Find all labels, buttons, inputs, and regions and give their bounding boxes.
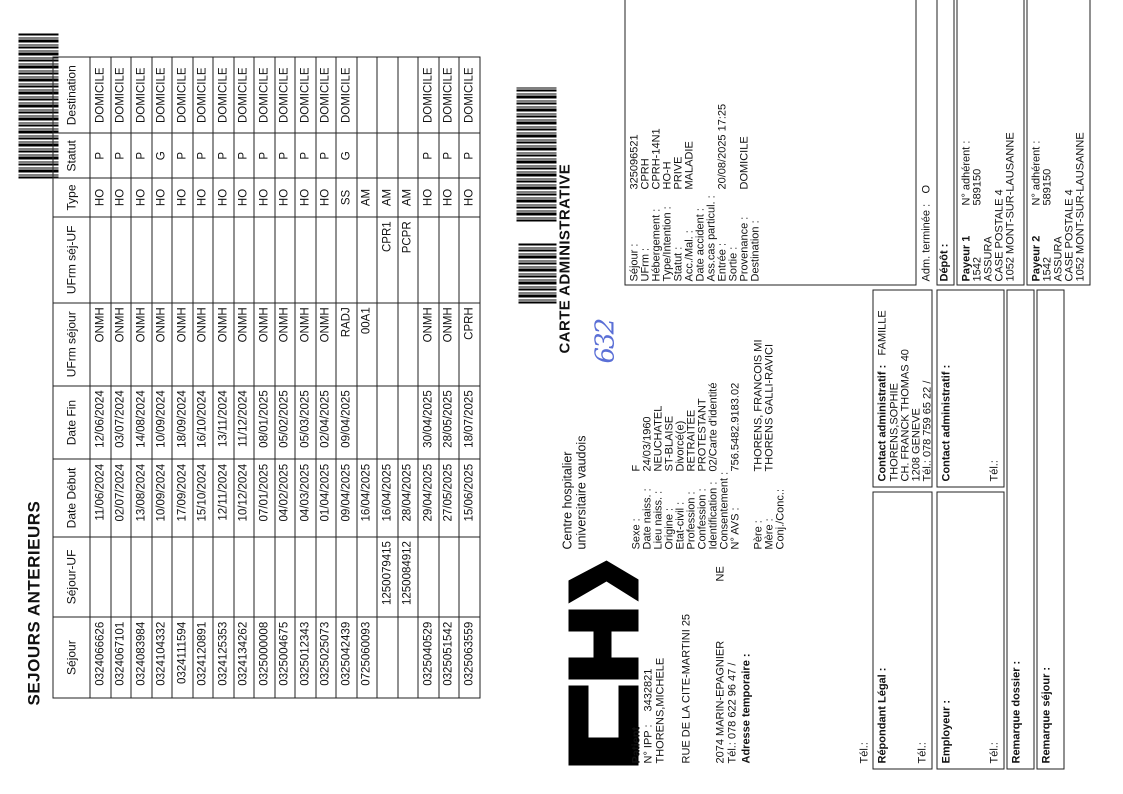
stay-value: 20/08/2025 17:25 (716, 103, 729, 190)
table-cell (459, 217, 480, 303)
table-row (316, 57, 337, 698)
identity-value: 756.5482.9183.02 (729, 382, 742, 472)
hospital-line1: Centre hospitalier (560, 451, 575, 550)
identity-label: Sexe : (630, 518, 643, 550)
identity-value: Divorcé(e) (674, 420, 687, 472)
table-cell: ONMH (172, 303, 193, 386)
table-cell: 10/09/2024 (152, 386, 173, 460)
stay-label: Hébergement : (650, 208, 663, 282)
payer1-addr1: CASE POSTALE 4 (993, 189, 1006, 282)
table-cell: DOMICILE (439, 57, 460, 133)
table-cell: DOMICILE (234, 57, 255, 133)
table-cell: 18/07/2025 (459, 386, 480, 460)
stay-label: Ass.cas particul. : (705, 195, 718, 282)
payer2-member-label: N° adhérent : (1030, 140, 1043, 206)
table-cell: G (152, 133, 173, 178)
patient-address-code: NE (714, 566, 727, 582)
payer2-addr1: CASE POSTALE 4 (1063, 189, 1076, 282)
barcode-card-2 (519, 244, 557, 304)
contact-label: Contact administratif : (876, 364, 889, 482)
table-row (295, 57, 316, 698)
table-cell: HO (111, 178, 132, 217)
contact-type: FAMILLE (876, 310, 889, 356)
table-cell (172, 537, 193, 618)
table-cell: HO (131, 178, 152, 217)
table-cell: 15/10/2024 (193, 459, 214, 536)
table-cell: DOMICILE (172, 57, 193, 133)
table-row (172, 57, 193, 698)
table-cell (152, 537, 173, 618)
table-cell: P (172, 133, 193, 178)
stay-label: Date accident : (694, 208, 707, 282)
stay-value: HO-H (661, 161, 674, 190)
table-cell: 05/02/2025 (275, 386, 296, 460)
table-cell: ONMH (439, 303, 460, 386)
table-cell: ONMH (152, 303, 173, 386)
stay-label: Statut : (672, 246, 685, 282)
table-row (459, 57, 480, 698)
table-cell: 0325004675 (275, 617, 296, 698)
table-cell: 02/07/2024 (111, 459, 132, 536)
table-cell: 04/02/2025 (275, 459, 296, 536)
identity-value: NEUCHATEL (652, 405, 665, 472)
column-header: UFrm séjour (53, 303, 90, 386)
table-cell: 0324104332 (152, 617, 173, 698)
table-cell (357, 217, 378, 303)
employer-contact-tel: Tél.: (988, 460, 1001, 482)
table-cell: ONMH (295, 303, 316, 386)
table-cell (377, 303, 398, 386)
table-cell: DOMICILE (152, 57, 173, 133)
table-cell: HO (439, 178, 460, 217)
table-cell (213, 217, 234, 303)
table-cell (418, 537, 439, 618)
table-cell (398, 617, 419, 698)
table-cell: 00A1 (357, 303, 378, 386)
table-cell: 08/01/2025 (254, 386, 275, 460)
table-row (254, 57, 275, 698)
table-cell: 17/09/2024 (172, 459, 193, 536)
payer2-code: 1542 (1041, 257, 1054, 282)
table-cell: 04/03/2025 (295, 459, 316, 536)
identity-label: Confession : (696, 488, 709, 550)
table-cell: 13/11/2024 (213, 386, 234, 460)
table-header-row (53, 57, 90, 698)
table-cell: P (316, 133, 337, 178)
identity-label: Lieu naiss. : (652, 490, 665, 550)
table-cell: DOMICILE (418, 57, 439, 133)
table-cell: HO (234, 178, 255, 217)
identity-label: Etat-civil : (674, 501, 687, 550)
remark-stay-label: Remarque séjour : (1040, 666, 1053, 764)
table-cell: 0725060093 (357, 617, 378, 698)
payer1-member: 589150 (971, 168, 984, 206)
table-cell: 16/10/2024 (193, 386, 214, 460)
table-cell: 0324083984 (131, 617, 152, 698)
table-row (418, 57, 439, 698)
payer2-name: ASSURA (1052, 236, 1065, 282)
table-row (90, 57, 111, 698)
table-cell: P (295, 133, 316, 178)
stay-value: MALADIE (683, 141, 696, 190)
parent-value: THORENS, FRANCOIS MI (752, 339, 765, 472)
table-cell: 27/05/2025 (439, 459, 460, 536)
table-cell: DOMICILE (111, 57, 132, 133)
table-cell: HO (275, 178, 296, 217)
table-cell (357, 537, 378, 618)
table-cell: HO (193, 178, 214, 217)
table-cell: 30/04/2025 (418, 386, 439, 460)
table-cell: P (275, 133, 296, 178)
table-cell (152, 217, 173, 303)
table-cell (398, 386, 419, 460)
table-cell (377, 617, 398, 698)
table-cell: DOMICILE (254, 57, 275, 133)
table-cell: DOMICILE (90, 57, 111, 133)
contact-name: THORENS,SOPHIE (888, 383, 901, 482)
patient-name: THORENS,MICHELE (654, 657, 667, 764)
table-cell: ONMH (275, 303, 296, 386)
identity-value: 24/03/1960 (641, 416, 654, 472)
stay-label: UFrm : (639, 247, 652, 282)
table-cell: DOMICILE (295, 57, 316, 133)
table-cell: DOMICILE (275, 57, 296, 133)
table-cell: DOMICILE (131, 57, 152, 133)
table-cell: 02/04/2025 (316, 386, 337, 460)
table-cell: G (336, 133, 357, 178)
hospital-name (561, 436, 589, 550)
table-cell: DOMICILE (213, 57, 234, 133)
parent-label: Conj./Conc.: (774, 488, 787, 550)
table-cell: P (234, 133, 255, 178)
identity-label: Consentement : (718, 471, 731, 550)
table-cell: 0324134262 (234, 617, 255, 698)
table-cell: 0324066626 (90, 617, 111, 698)
table-cell: HO (418, 178, 439, 217)
table-cell: 0324111594 (172, 617, 193, 698)
identity-value: ST-BLAISE (663, 415, 676, 472)
column-header: Date Fin (53, 386, 90, 460)
card-title: CARTE ADMINISTRATIVE (556, 163, 574, 354)
identity-value: F (630, 464, 643, 472)
adm-done-label: Adm. terminée : (920, 203, 933, 282)
employer-tel: Tél.: (988, 742, 1001, 764)
table-cell: HO (254, 178, 275, 217)
table-cell (193, 217, 214, 303)
table-cell (172, 217, 193, 303)
contact-tel: Tél.: 078 759 65 22 / (921, 380, 934, 482)
table-row (275, 57, 296, 698)
table-cell: 18/09/2024 (172, 386, 193, 460)
table-cell: ONMH (254, 303, 275, 386)
table-cell: 16/04/2025 (357, 459, 378, 536)
payer2-label: Payeur 2 (1030, 235, 1043, 282)
table-row (234, 57, 255, 698)
payer1-name: ASSURA (982, 236, 995, 282)
legal-tel: Tél.: (916, 742, 929, 764)
table-cell (111, 217, 132, 303)
table-cell: 0325051542 (439, 617, 460, 698)
patient-label: Patient (630, 726, 643, 764)
table-cell: HO (459, 178, 480, 217)
table-cell: 1250084912 (398, 537, 419, 618)
table-row (193, 57, 214, 698)
payer2-member: 589150 (1041, 168, 1054, 206)
table-cell: P (213, 133, 234, 178)
stay-value: DOMICILE (738, 136, 751, 190)
table-cell: HO (172, 178, 193, 217)
identity-label: Origine : (663, 507, 676, 550)
employer-contact-label: Contact administratif : (940, 364, 953, 482)
table-cell (295, 537, 316, 618)
table-cell (131, 217, 152, 303)
table-cell: P (193, 133, 214, 178)
table-cell: HO (152, 178, 173, 217)
table-cell: HO (213, 178, 234, 217)
table-cell: 01/04/2025 (316, 459, 337, 536)
table-cell: CPRH (459, 303, 480, 386)
table-cell (377, 386, 398, 460)
payer2-addr2: 1052 MONT-SUR-LAUSANNE (1074, 132, 1087, 282)
table-cell: P (90, 133, 111, 178)
ipp-value: 3432821 (642, 668, 655, 712)
contact-addr1: CH. FRANCK THOMAS 40 (899, 349, 912, 482)
table-cell: P (439, 133, 460, 178)
table-cell: AM (398, 178, 419, 217)
column-header: UFrm séj-UF (53, 217, 90, 303)
table-row (398, 57, 419, 698)
table-cell: 11/06/2024 (90, 459, 111, 536)
column-header: Statut (53, 133, 90, 178)
table-row (111, 57, 132, 698)
table-cell: DOMICILE (316, 57, 337, 133)
column-header: Destination (53, 57, 90, 133)
stay-value: 325096521 (628, 134, 641, 190)
table-cell (90, 217, 111, 303)
table-cell: DOMICILE (193, 57, 214, 133)
table-cell (254, 217, 275, 303)
patient-address2: 2074 MARIN-EPAGNIER (714, 640, 727, 764)
table-cell: P (459, 133, 480, 178)
patient-address1: RUE DE LA CITE-MARTINI 25 (680, 613, 693, 764)
table-cell (90, 537, 111, 618)
table-cell: 0325063559 (459, 617, 480, 698)
table-cell (459, 537, 480, 618)
hospital-line2: universitaire vaudois (574, 435, 589, 550)
employer-label: Employeur : (940, 699, 953, 764)
table-cell: 0324125353 (213, 617, 234, 698)
table-cell (316, 537, 337, 618)
table-row (131, 57, 152, 698)
parent-label: Mère : (763, 518, 776, 550)
identity-label: Identification : (707, 481, 720, 550)
table-cell: P (111, 133, 132, 178)
table-cell: 28/04/2025 (398, 459, 419, 536)
table-cell: 15/06/2025 (459, 459, 480, 536)
table-cell: AM (357, 178, 378, 217)
table-cell: 09/04/2025 (336, 459, 357, 536)
table-cell: 10/09/2024 (152, 459, 173, 536)
table-cell: ONMH (316, 303, 337, 386)
table-cell (275, 537, 296, 618)
table-row (213, 57, 234, 698)
payer1-code: 1542 (971, 257, 984, 282)
patient-tel: Tél.: 078 622 96 47 / (726, 662, 739, 764)
table-cell: 07/01/2025 (254, 459, 275, 536)
column-header: Séjour-UF (53, 537, 90, 618)
table-cell (234, 537, 255, 618)
identity-value: PROTESTANT (696, 398, 709, 472)
stay-label: Provenance : (738, 216, 751, 282)
remark-file-label: Remarque dossier : (1010, 660, 1023, 764)
identity-value: 02/Carte d'identité (707, 382, 720, 472)
table-cell: 29/04/2025 (418, 459, 439, 536)
table-cell (193, 537, 214, 618)
table-cell: 0325025073 (316, 617, 337, 698)
table-cell: 09/04/2025 (336, 386, 357, 460)
patient-tel-blank: Tél.: (858, 742, 871, 764)
table-cell: 0325040529 (418, 617, 439, 698)
table-cell: 12/11/2024 (213, 459, 234, 536)
table-cell: 03/07/2024 (111, 386, 132, 460)
table-cell: HO (295, 178, 316, 217)
table-cell: 14/08/2024 (131, 386, 152, 460)
handwritten-number: 632 (590, 319, 621, 364)
table-cell: RADJ (336, 303, 357, 386)
stay-value: CPRH (639, 158, 652, 190)
barcode-card-1 (517, 87, 557, 222)
column-header: Type (53, 178, 90, 217)
parent-label: Père : (752, 520, 765, 550)
table-cell: P (254, 133, 275, 178)
table-cell (398, 303, 419, 386)
table-cell (213, 537, 234, 618)
table-cell (377, 133, 398, 178)
table-cell (336, 537, 357, 618)
identity-value: RETRAITEE (685, 409, 698, 472)
payer1-member-label: N° adhérent : (960, 140, 973, 206)
table-cell: 16/04/2025 (377, 459, 398, 536)
table-cell: ONMH (131, 303, 152, 386)
payer1-label: Payeur 1 (960, 235, 973, 282)
ipp-label: N° IPP : (642, 724, 655, 764)
table-cell: CPR1 (377, 217, 398, 303)
stay-label: Type/Intention : (661, 206, 674, 282)
table-cell (357, 133, 378, 178)
identity-label: Date naiss. : (641, 488, 654, 550)
table-cell (131, 537, 152, 618)
stay-label: Entrée : (716, 242, 729, 282)
table-cell: 0325000008 (254, 617, 275, 698)
table-body (90, 57, 480, 698)
table-cell: 05/03/2025 (295, 386, 316, 460)
deposit-label: Dépôt : (938, 243, 951, 282)
table-cell: 12/06/2024 (90, 386, 111, 460)
stay-label: Destination : (749, 220, 762, 282)
stay-label: Acc./Mal. : (683, 230, 696, 282)
table-row (377, 57, 398, 698)
table-cell: 13/08/2024 (131, 459, 152, 536)
table-cell (439, 217, 460, 303)
table-cell (316, 217, 337, 303)
table-row (152, 57, 173, 698)
table-cell: AM (377, 178, 398, 217)
parent-value: THORENS GALLI-RAVICI (763, 343, 776, 472)
table-cell: 0324067101 (111, 617, 132, 698)
previous-stays-title: SEJOURS ANTERIEURS (24, 500, 44, 706)
stay-label: Sortie : (727, 246, 740, 282)
table-cell: 1250079415 (377, 537, 398, 618)
previous-stays-table (53, 57, 481, 699)
table-cell: ONMH (213, 303, 234, 386)
table-cell (357, 386, 378, 460)
table-cell (111, 537, 132, 618)
table-cell: HO (316, 178, 337, 217)
table-cell: 0325012343 (295, 617, 316, 698)
table-cell: HO (90, 178, 111, 217)
document-sheet (1, 0, 1123, 794)
table-cell: PCPR (398, 217, 419, 303)
table-cell (418, 217, 439, 303)
adm-done-value: O (920, 184, 933, 194)
table-cell: DOMICILE (459, 57, 480, 133)
identity-label: N° AVS : (729, 507, 742, 550)
table-cell (357, 57, 378, 133)
table-cell: 10/12/2024 (234, 459, 255, 536)
table-cell: P (131, 133, 152, 178)
table-row (439, 57, 460, 698)
table-cell: ONMH (193, 303, 214, 386)
table-row (357, 57, 378, 698)
table-cell: DOMICILE (336, 57, 357, 133)
table-cell: P (418, 133, 439, 178)
table-cell (234, 217, 255, 303)
table-cell: 11/12/2024 (234, 386, 255, 460)
stay-value: PRIVE (672, 156, 685, 190)
table-cell (336, 217, 357, 303)
table-cell: ONMH (111, 303, 132, 386)
identity-label: Profession : (685, 491, 698, 550)
column-header: Date Début (53, 459, 90, 536)
table-cell: ONMH (418, 303, 439, 386)
table-cell (254, 537, 275, 618)
table-cell: 0324120891 (193, 617, 214, 698)
stay-value: CPRH-14N1 (650, 128, 663, 190)
legal-label: Répondant Légal : (876, 667, 889, 764)
table-cell (439, 537, 460, 618)
payer1-addr2: 1052 MONT-SUR-LAUSANNE (1004, 132, 1017, 282)
contact-addr2: 1208 GENEVE (910, 408, 923, 482)
table-cell (398, 57, 419, 133)
table-cell: SS (336, 178, 357, 217)
table-cell: ONMH (90, 303, 111, 386)
table-cell (377, 57, 398, 133)
column-header: Séjour (53, 617, 90, 698)
table-cell: ONMH (234, 303, 255, 386)
table-row (336, 57, 357, 698)
table-cell (295, 217, 316, 303)
temp-address-label: Adresse temporaire : (740, 653, 753, 764)
table-cell (398, 133, 419, 178)
table-cell: 0325042439 (336, 617, 357, 698)
table-cell (275, 217, 296, 303)
table-cell: 28/05/2025 (439, 386, 460, 460)
stay-label: Séjour : (628, 243, 641, 282)
